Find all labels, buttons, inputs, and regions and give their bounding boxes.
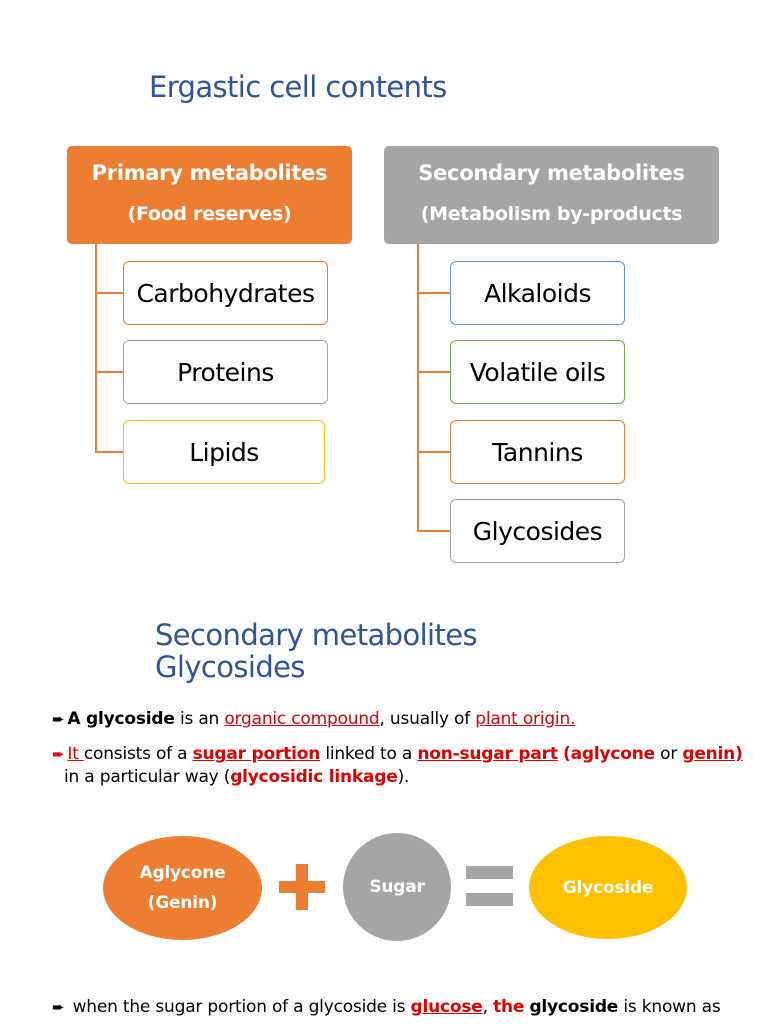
text: , [482, 997, 494, 1017]
arrow-icon: ➨ [52, 998, 65, 1016]
secondary-item-tannins: Tannins [450, 420, 625, 484]
term-sugar-portion: sugar portion [192, 744, 321, 764]
text: is known as [618, 997, 721, 1017]
secondary-connector-vertical [417, 244, 419, 531]
equals-icon [466, 866, 513, 908]
structure-paragraph [52, 743, 760, 789]
text: when the sugar portion of a glycoside is [67, 997, 411, 1017]
text: consists of a [83, 744, 193, 764]
term-non-sugar-part: non-sugar part [417, 744, 558, 764]
term-it: It [67, 744, 84, 764]
term-glycosidic-linkage: glycosidic linkage [230, 767, 398, 787]
secondary-connector-2 [417, 371, 451, 373]
genin-label: (Genin) [147, 893, 218, 913]
section-title [155, 619, 477, 684]
text: linked to a [320, 744, 418, 764]
secondary-item-glycosides: Glycosides [450, 499, 625, 563]
definition-paragraph [52, 708, 760, 731]
aglycone-circle [103, 836, 262, 940]
secondary-item-alkaloids: Alkaloids [450, 261, 625, 325]
section-title-line2: Glycosides [155, 650, 305, 685]
text: or [654, 744, 683, 764]
primary-connector-2 [95, 371, 124, 373]
text: , usually of [379, 709, 476, 729]
primary-connector-vertical [95, 244, 97, 453]
page-title: Ergastic cell contents [149, 70, 447, 104]
section-title-line1: Secondary metabolites [155, 618, 478, 652]
primary-subheading: (Food reserves) [127, 203, 292, 225]
glucoside-paragraph [52, 996, 760, 1019]
aglycone-label: Aglycone [139, 863, 226, 883]
primary-item-lipids: Lipids [123, 420, 325, 484]
arrow-icon: ➨ [52, 710, 65, 728]
term-genin: genin) [682, 744, 743, 764]
secondary-connector-1 [417, 292, 451, 294]
text: in a particular way ( [64, 767, 231, 787]
term-organic-compound: organic compound [224, 709, 380, 729]
text: ). [397, 767, 410, 787]
primary-metabolites-header [67, 146, 352, 244]
term-plant-origin: plant origin. [475, 709, 576, 729]
term-aglycone: (aglycone [563, 744, 655, 764]
term-the: the [493, 997, 525, 1017]
term-a-glycoside: A glycoside [67, 709, 175, 729]
primary-heading: Primary metabolites [91, 161, 328, 185]
primary-item-proteins: Proteins [123, 340, 328, 404]
sugar-circle: Sugar [343, 833, 451, 941]
secondary-subheading: (Metabolism by-products [420, 203, 683, 225]
term-glucose: glucose [410, 997, 483, 1017]
plus-icon [279, 864, 325, 910]
term-glycoside: glycoside [529, 997, 619, 1017]
primary-connector-1 [95, 292, 124, 294]
arrow-icon: ➨ [52, 745, 65, 763]
secondary-metabolites-header [384, 146, 719, 244]
secondary-heading: Secondary metabolites [418, 161, 685, 185]
primary-connector-3 [95, 451, 124, 453]
secondary-connector-4 [417, 530, 451, 532]
secondary-connector-3 [417, 451, 451, 453]
text: is an [174, 709, 225, 729]
glycoside-circle: Glycoside [529, 836, 687, 939]
primary-item-carbohydrates: Carbohydrates [123, 261, 328, 325]
secondary-item-volatile-oils: Volatile oils [450, 340, 625, 404]
